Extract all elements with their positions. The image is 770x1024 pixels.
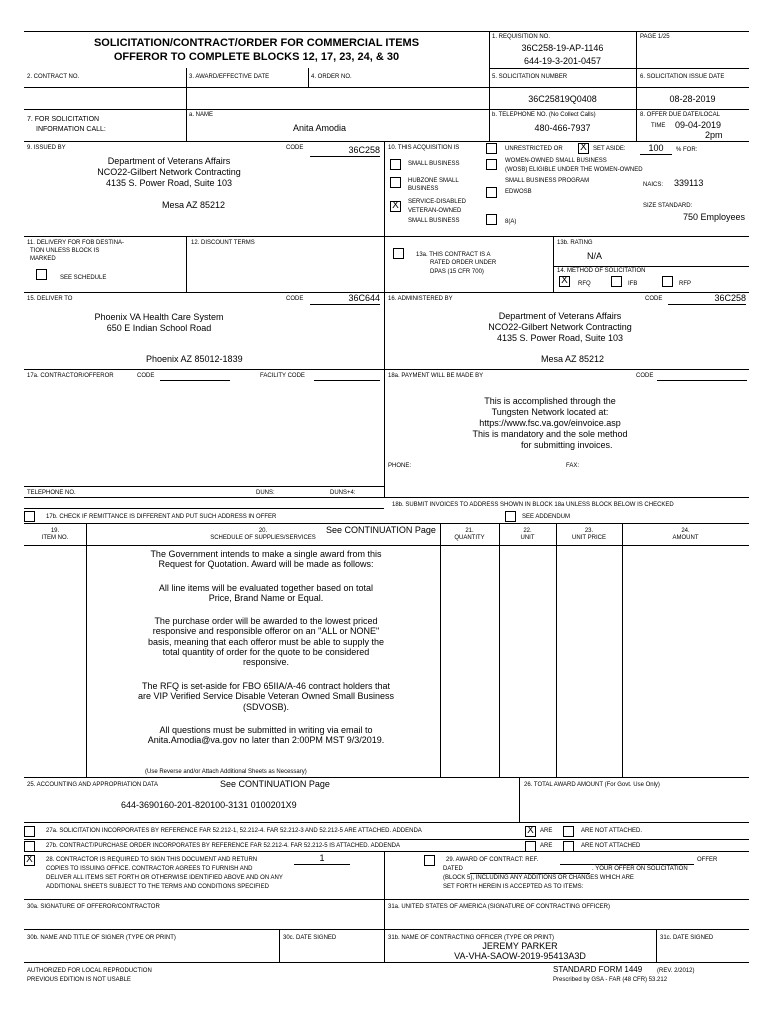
award-offer-label: OFFER [697,857,718,863]
deliver-to-line3: Phoenix AZ 85012-1839 [146,354,243,364]
clause-27b-not-attached-label: ARE NOT ATTACHED [581,843,641,849]
rated-order-label-3: DPAS (15 CFR 700) [430,269,484,275]
form-subtitle: OFFEROR TO COMPLETE BLOCKS 12, 17, 23, 24, & 30 [113,51,400,63]
contractor-sign-checkbox[interactable] [24,855,35,866]
check-mark: X [527,825,534,836]
acquisition-label: 10. THIS ACQUISITION IS [388,145,460,151]
check-mark: X [392,200,399,211]
amount-header: 24. [681,528,690,534]
administered-line2: NCO22-Gilbert Network Contracting [488,322,632,332]
payment-line3: https://www.fsc.va.gov/einvoice.asp [479,418,621,428]
contractor-sign-label: 28. CONTRACTOR IS REQUIRED TO SIGN THIS DOCUMENT AND RETURN [46,857,258,863]
rfp-label: RFP [679,281,691,287]
offer-due-time: 2pm [705,130,723,140]
amount-header-2: AMOUNT [672,535,699,541]
ifb-checkbox[interactable] [611,276,622,287]
total-award-label: 26. TOTAL AWARD AMOUNT (For Govt. Use Only) [524,782,660,788]
ifb-label: IFB [628,281,638,287]
rating-label: 13b. RATING [557,240,593,246]
telephone-number: 480-466-7937 [534,123,591,133]
contracting-officer-label: 31b. NAME OF CONTRACTING OFFICER (TYPE OR PRINT) [388,935,555,941]
accounting-data: 644-3690160-201-820100-3131 0100201X9 [121,800,297,810]
submit-invoices-label: 18b. SUBMIT INVOICES TO ADDRESS SHOWN IN BLOCK 18a UNLESS BLOCK BELOW IS CHECKED [392,502,674,508]
quantity-header: 21. [465,528,474,534]
previous-edition-note: PREVIOUS EDITION IS NOT USABLE [27,977,131,983]
signer-name-label: 30b. NAME AND TITLE OF SIGNER (TYPE OR PRINT) [27,935,176,941]
solicitation-info-label-2: INFORMATION CALL: [36,126,106,133]
see-schedule-checkbox[interactable] [36,269,47,280]
issued-by-code-label: CODE [286,145,304,151]
rating-value: N/A [587,251,603,261]
remittance-checkbox[interactable] [24,511,35,522]
award-label: 29. AWARD OF CONTRACT: REF. [446,857,539,863]
clause-27a-are-label: ARE [540,828,553,834]
signer-date-label: 30c. DATE SIGNED [283,935,337,941]
schedule-header: 20. [258,528,268,534]
payment-line4: This is mandatory and the sole method [472,429,628,439]
contractor-telephone-label: TELEPHONE NO. [27,490,76,496]
prescribed-by: Prescribed by GSA - FAR (48 CFR) 53.212 [553,977,668,983]
rated-order-label: 13a. THIS CONTRACT IS A [416,252,491,258]
rated-order-checkbox[interactable] [393,248,404,259]
administered-code: 36C258 [668,294,746,305]
schedule-para-1: The Government intends to make a single award from this Request for Quotation. Award will be made as follows: [150,549,382,570]
check-mark: X [26,854,33,865]
hubzone-checkbox[interactable] [390,177,401,188]
contractor-sign-label-4: ADDITIONAL SHEETS SUBJECT TO THE TERMS AND CONDITIONS SPECIFIED [46,884,269,890]
administered-line4: Mesa AZ 85212 [541,354,605,364]
small-business-checkbox[interactable] [390,159,401,170]
contract-no-label: 2. CONTRACT NO. [27,74,80,80]
remittance-label: 17b. CHECK IF REMITTANCE IS DIFFERENT AND PUT SUCH ADDRESS IN OFFER [46,514,277,520]
contractor-sign-label-2: COPIES TO ISSUING OFFICE. CONTRACTOR AGREES TO FURNISH AND [46,866,253,872]
payment-code-label: CODE [636,373,654,379]
administered-by-label: 16. ADMINISTERED BY [388,296,453,302]
unit-header-2: UNIT [520,535,535,541]
clause-27b-label: 27b. CONTRACT/PURCHASE ORDER INCORPORATES BY REFERENCE FAR 52.212-4. FAR 52.212-5 IS ATTACHED. ADDENDA [46,843,400,849]
clause-27b-checkbox[interactable] [24,841,35,852]
deliver-to-label: 15. DELIVER TO [27,296,73,302]
delivery-fob-label: 11. DELIVERY FOR FOB DESTINA- [27,240,125,246]
form-revision: (REV. 2/2012) [657,968,695,974]
duns-label: DUNS: [256,490,275,496]
deliver-to-code-label: CODE [286,296,304,302]
naics-code: 339113 [674,178,704,188]
clause-27a-checkbox[interactable] [24,826,35,837]
clause-27b-are-label: ARE [540,843,553,849]
clause-27b-are-checkbox[interactable] [525,841,536,852]
return-copies: 1 [294,854,350,865]
issued-by-line1: Department of Veterans Affairs [107,156,231,166]
accounting-label: 25. ACCOUNTING AND APPROPRIATION DATA [27,782,159,788]
requisition-number-2: 644-19-3-201-0457 [523,56,602,66]
deliver-to-line1: Phoenix VA Health Care System [94,312,224,322]
wosb-label-2: (WOSB) ELIGIBLE UNDER THE WOMEN-OWNED [505,167,643,173]
award-offer-solicitation-label: . YOUR OFFER ON SOLICITATION [592,866,688,872]
eight-a-label: 8(A) [505,219,517,225]
reverse-note: (Use Reverse and/or Attach Additional Sheets as Necessary) [145,769,307,775]
page-number: PAGE 1/25 [640,34,670,40]
rfp-checkbox[interactable] [662,276,673,287]
schedule-para-2: All line items will be evaluated together based on total Price, Brand Name or Equal. [158,583,374,604]
requisition-number: 36C258-19-AP-1146 [521,43,604,53]
contact-name: Anita Amodia [293,123,347,133]
schedule-para-4: The RFQ is set-aside for FBO 65IIA/A-46 contract holders that are VIP Verified Service Disable Veteran Owned Small Business (SDVOSB). [138,681,394,712]
wosb-checkbox[interactable] [486,159,497,170]
unrestricted-label: UNRESTRICTED OR [505,146,563,152]
clause-27a-label: 27a. SOLICITATION INCORPORATES BY REFERENCE FAR 52.212-1, 52.212-4. FAR 52.212-3 AND 52.212-5 ARE ATTACHED. ADDENDA [46,828,422,834]
unit-header: 22. [523,528,532,534]
edwosb-label: EDWOSB [505,189,532,195]
sdvosb-label: SERVICE-DISABLED [408,199,466,205]
award-dated-label: DATED [443,866,463,872]
form-number: STANDARD FORM 1449 [553,965,643,974]
size-standard: 750 Employees [683,212,746,222]
wosb-label: WOMEN-OWNED SMALL BUSINESS [505,158,607,164]
unrestricted-checkbox[interactable] [486,143,497,154]
issued-by-line2: NCO22-Gilbert Network Contracting [97,167,241,177]
percent-for-label: % FOR: [676,147,698,153]
clause-27a-not-attached-checkbox[interactable] [563,826,574,837]
hubzone-label: HUBZONE SMALL [408,178,459,184]
payment-line5: for submitting invoices. [521,440,613,450]
issue-date: 08-28-2019 [669,94,716,104]
officer-date-label: 31c. DATE SIGNED [660,935,714,941]
discount-terms-label: 12. DISCOUNT TERMS [191,240,255,246]
deliver-to-line2: 650 E Indian School Road [106,323,212,333]
authorized-reproduction: AUTHORIZED FOR LOCAL REPRODUCTION [27,968,152,974]
accounting-continuation: See CONTINUATION Page [220,779,330,789]
offer-time-label: TIME [651,123,666,129]
contractor-code-label: CODE [137,373,155,379]
clause-27b-not-attached-checkbox[interactable] [563,841,574,852]
telephone-label: b. TELEPHONE NO. (No Collect Calls) [492,112,596,118]
contracting-officer-name: JEREMY PARKER [482,941,558,951]
see-schedule-label: SEE SCHEDULE [60,275,107,281]
set-aside-checkbox[interactable] [578,143,589,154]
sdvosb-label-3: SMALL BUSINESS [408,218,460,224]
administered-line3: 4135 S. Power Road, Suite 103 [496,333,624,343]
clause-27a-not-attached-label: ARE NOT ATTACHED. [581,828,643,834]
edwosb-checkbox[interactable] [486,187,497,198]
rfq-checkbox[interactable] [559,276,570,287]
size-standard-label: SIZE STANDARD: [643,203,693,209]
payment-by-label: 18a. PAYMENT WILL BE MADE BY [388,373,484,379]
award-label-3: (BLOCK 5), INCLUDING ANY ADDITIONS OR CHANGES WHICH ARE [443,875,634,881]
delivery-fob-label-3: MARKED [30,256,56,262]
issued-by-code: 36C258 [310,146,380,157]
delivery-fob-label-2: TION UNLESS BLOCK IS [30,248,100,254]
requisition-label: 1. REQUISITION NO. [492,34,551,40]
naics-label: NAICS: [643,182,664,188]
facility-code-label: FACILITY CODE [260,373,305,379]
administered-code-label: CODE [645,296,663,302]
solicitation-number-label: 5. SOLICITATION NUMBER [492,74,568,80]
addendum-checkbox[interactable] [505,511,516,522]
eight-a-checkbox[interactable] [486,214,497,225]
set-aside-percent: 100 [640,144,672,155]
offer-due-date: 09-04-2019 [675,120,722,130]
form-title: SOLICITATION/CONTRACT/ORDER FOR COMMERCIAL ITEMS [93,37,420,49]
schedule-continuation: See CONTINUATION Page [326,525,436,535]
contractor-label: 17a. CONTRACTOR/OFFEROR [27,373,114,379]
award-checkbox[interactable] [424,855,435,866]
award-date-label: 3. AWARD/EFFECTIVE DATE [189,74,270,80]
schedule-para-5: All questions must be submitted in writing via email to Anita.Amodia@va.gov no later than 2:00PM MST 9/3/2019. [147,725,385,746]
contracting-officer-id: VA-VHA-SAOW-2019-95413A3D [454,951,586,961]
sdvosb-checkbox[interactable] [390,201,401,212]
issued-by-line3: 4135 S. Power Road, Suite 103 [105,178,233,188]
order-no-label: 4. ORDER NO. [311,74,352,80]
administered-line1: Department of Veterans Affairs [498,311,622,321]
schedule-para-3: The purchase order will be awarded to the lowest priced responsive and responsible offeror on an "ALL or NONE" basis, meaning that each offeror must be able to supply the total quantity of order for the quote to be considered responsive. [148,616,384,668]
small-business-label: SMALL BUSINESS [408,161,460,167]
payment-fax-label: FAX: [566,463,580,469]
contractor-sign-label-3: DELIVER ALL ITEMS SET FORTH OR OTHERWISE IDENTIFIED ABOVE AND ON ANY [46,875,283,881]
check-mark: X [561,275,568,286]
solicitation-method-label: 14. METHOD OF SOLICITATION [557,268,646,274]
clause-27a-are-checkbox[interactable] [525,826,536,837]
set-aside-label: SET ASIDE: [593,146,626,152]
issue-date-label: 6. SOLICITATION ISSUE DATE [640,74,725,80]
payment-phone-label: PHONE: [388,463,412,469]
rated-order-label-2: RATED ORDER UNDER [430,260,497,266]
offeror-signature-label: 30a. SIGNATURE OF OFFEROR/CONTRACTOR [27,904,160,910]
issued-by-line4: Mesa AZ 85212 [162,200,226,210]
issued-by-label: 9. ISSUED BY [27,145,66,151]
deliver-to-code: 36C644 [310,294,380,305]
sdvosb-label-2: VETERAN-OWNED [408,208,462,214]
us-signature-label: 31a. UNITED STATES OF AMERICA (SIGNATURE OF CONTRACTING OFFICER) [388,904,611,910]
unit-price-header: 23. [584,528,594,534]
offer-due-label: 8. OFFER DUE DATE/LOCAL [640,112,720,118]
solicitation-info-label: 7. FOR SOLICITATION [27,116,100,123]
duns4-label: DUNS+4: [330,490,356,496]
item-no-header: 19. [50,528,60,534]
check-mark: X [580,142,587,153]
payment-line1: This is accomplished through the [484,396,616,406]
solicitation-number: 36C25819Q0408 [528,94,597,104]
contact-name-label: a. NAME [189,112,214,118]
schedule-header-2: SCHEDULE OF SUPPLIES/SERVICES [210,535,316,541]
see-addendum-label: SEE ADDENDUM [522,514,571,520]
wosb-label-3: SMALL BUSINESS PROGRAM [505,178,590,184]
item-no-header-2: ITEM NO. [41,535,69,541]
award-label-4: SET FORTH HEREIN IS ACCEPTED AS TO ITEMS: [443,884,584,890]
payment-line2: Tungsten Network located at: [491,407,609,417]
quantity-header-2: QUANTITY [454,535,485,541]
rfq-label: RFQ [578,281,591,287]
unit-price-header-2: UNIT PRICE [572,535,606,541]
hubzone-label-2: BUSINESS [408,186,439,192]
